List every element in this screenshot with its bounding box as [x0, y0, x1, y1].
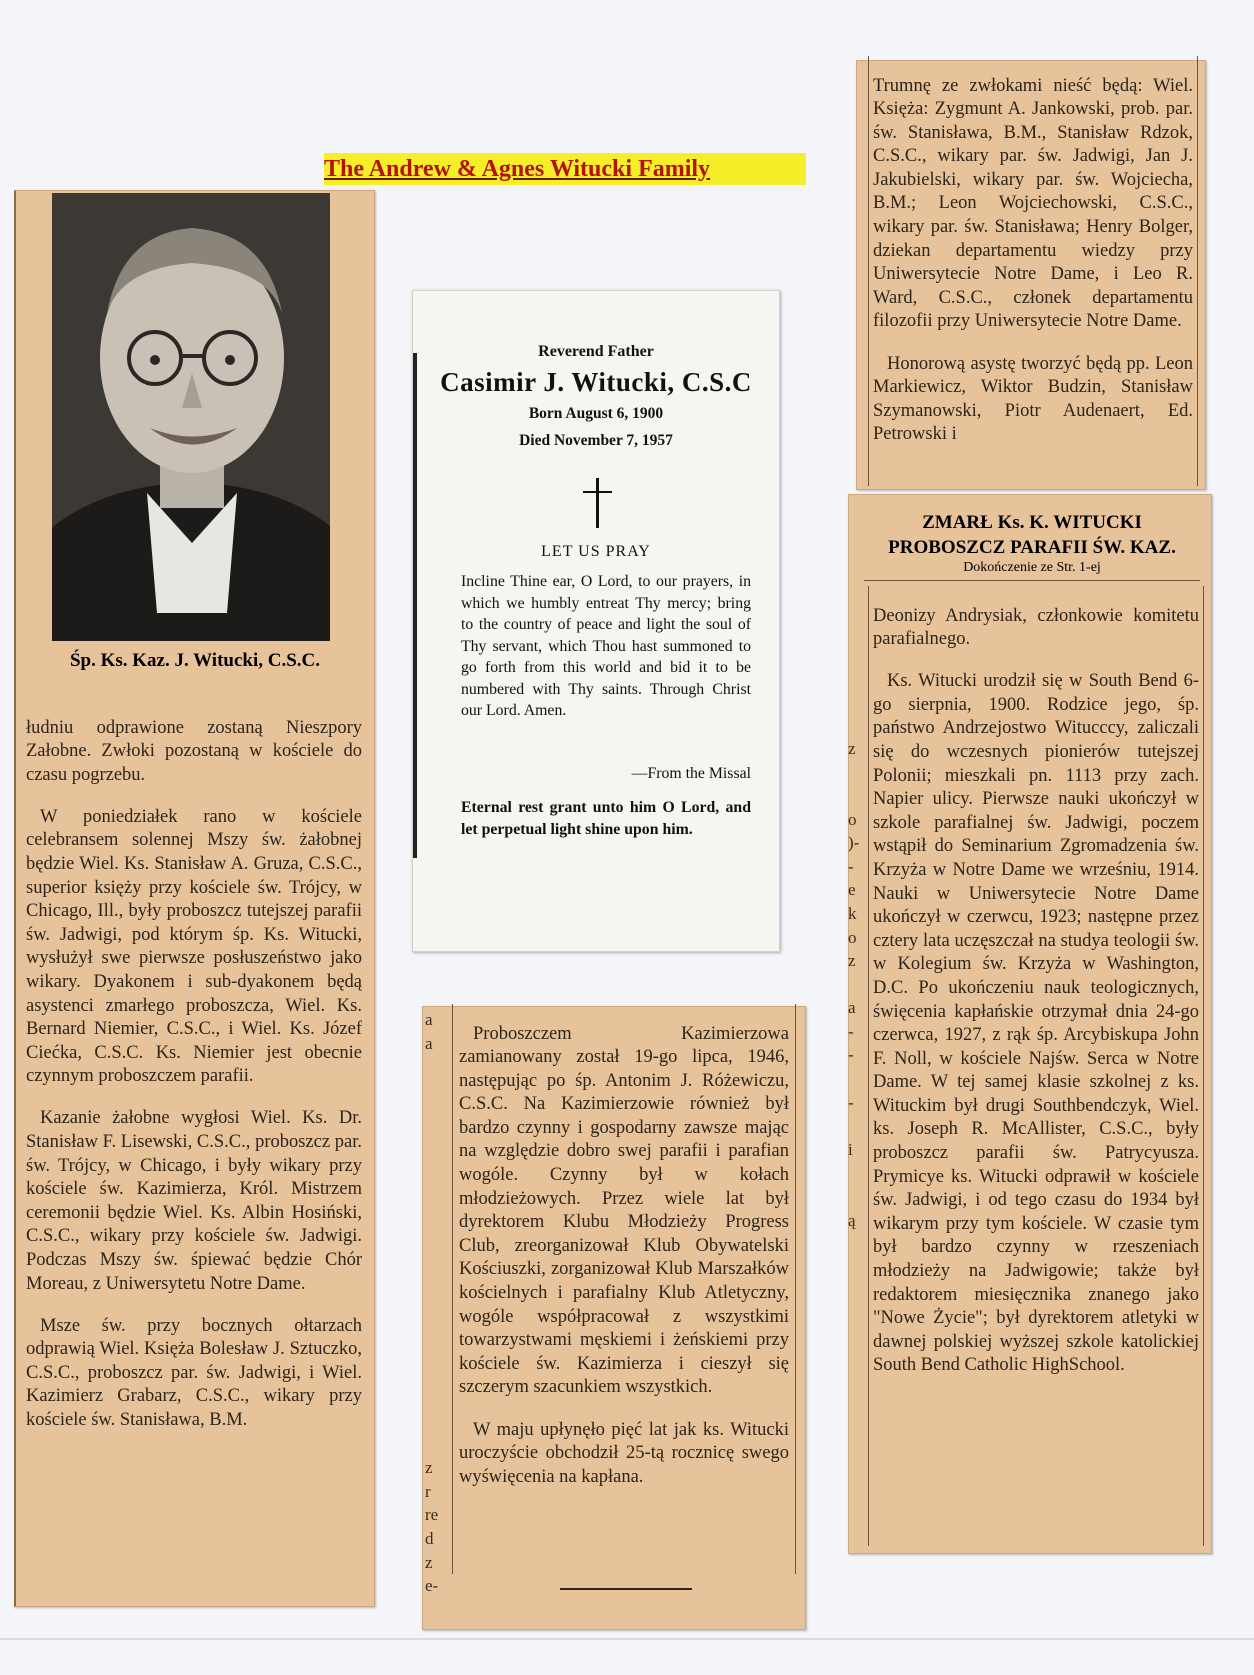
prayer-source: —From the Missal — [631, 765, 751, 782]
middle-paragraph-1: Proboszczem Kazimierzowa zamianowany został 19-go lipca, 1946, następując po śp. Antonim J. Różewiczu, C.S.C. Na Kazimierzowie również był bardzo czynny i gospodarny zawsze mając na względzie dobro swej parafii i parafian wogóle. Czynny był w kołach młodzieżowych. Przez wiele lat był dyrektorem Klubu Młodzieży Progress Club, zreorganizował Klub Obywatelski Kościuszki, zorganizował Klub Marszałków kościelnych i parafialny Klub Atletyczny, wogóle współpracował z wszystkimi towarzystwami męskiemi i żeńskiemi przy kościele św. Kazimierza i cieszył się szczerym szacunkiem wszystkich. — [459, 1023, 789, 1398]
left-column-text — [26, 698, 362, 1598]
memorial-title-line: Reverend Father — [538, 343, 654, 360]
cross-icon — [596, 478, 599, 528]
headline-rule — [864, 580, 1200, 581]
family-banner: The Andrew & Agnes Witucki Family — [324, 153, 806, 185]
middle-paragraph-2: W maju upłynęło pięć lat jak ks. Witucki uroczyście obchodził 25-tą rocznicę swego wyświęcenia na kapłana. — [459, 1419, 789, 1487]
right-top-paragraph-1: Trumnę ze zwłokami nieść będą: Wiel. Księża: Zygmunt A. Jankowski, prob. par. św. Stanisława, B.M., Stanisław Rdzok, C.S.C., wikary par. św. Jadwigi, Jan J. Jakubielski, wikary par. św. Wojciecha, B.M.; Leon Wojciechowski, C.S.C., wikary par. św. Stanisława; Henry Bolger, dziekan departamentu wiedzy przy Uniwersytecie Notre Dame, i Leo R. Ward, C.S.C., członek departamentu filozofii przy Uniwersytecie Notre Dame. — [873, 75, 1193, 332]
right-bottom-column-text — [868, 586, 1204, 1546]
priest-photo — [52, 193, 330, 641]
left-paragraph-4: Msze św. przy bocznych ołtarzach odprawią Wiel. Księża Bolesław J. Sztuczko, C.S.C., proboszcz par. św. Jadwigi, i Wiel. Kazimierz Grabarz, C.S.C., wikary przy kościele św. Stanisława, B.M. — [26, 1315, 362, 1431]
prayer-heading: LET US PRAY — [541, 543, 651, 560]
memorial-died: Died November 7, 1957 — [519, 432, 673, 449]
end-rule — [560, 1588, 692, 1590]
photo-caption: Śp. Ks. Kaz. J. Witucki, C.S.C. — [69, 650, 321, 671]
priest-portrait-image — [52, 193, 330, 641]
page-edge-line — [0, 1638, 1254, 1640]
middle-column-text — [452, 1004, 796, 1574]
left-paragraph-2: W poniedziałek rano w kościele celebransem solennej Mszy św. żałobnej będzie Wiel. Ks. Stanisław A. Gruza, C.S.C., superior księży przy kościele św. Trójcy, w Chicago, Ill., były proboszcz tutejszej parafii św. Jadwigi, pod którym śp. Ks. Witucki, wysłużył swe pierwsze posłuszeństwo jako wikary. Dyakonem i sub-dyakonem będą asystenci zmarłego proboszcza, Wiel. Ks. Bernard Niemier, C.S.C., i Wiel. Ks. Józef Ciećka, C.S.C. Ks. Niemier jest obecnie czynnym proboszczem parafii. — [26, 806, 362, 1087]
left-paragraph-3: Kazanie żałobne wygłosi Wiel. Ks. Dr. Stanisław F. Lisewski, C.S.C., proboszcz par. św. Trójcy, w Chicago, i były wikary przy kościele św. Kazimierza, Król. Mistrzem ceremonii będzie Wiel. Ks. Albin Hosiński, C.S.C., wikary przy kościele św. Jadwigi. Podczas Mszy św. śpiewać będzie Chór Moreau, z Uniwersytetu Notre Dame. — [26, 1108, 362, 1294]
cross-icon-bar — [583, 491, 612, 493]
right-top-paragraph-2: Honorową asystę tworzyć będą pp. Leon Markiewicz, Wiktor Budzin, Stanisław Szymanowski, Piotr Audenaert, Ed. Petrowski i — [873, 353, 1193, 445]
middle-gutter-letters: a a z r re d z e- — [425, 1010, 439, 1596]
article-continuation-note: Dokończenie ze Str. 1-ej — [963, 560, 1101, 575]
article-headline: ZMARŁ Ks. K. WITUCKI PROBOSZCZ PARAFII ŚW. KAZ. — [888, 512, 1176, 558]
memorial-name: Casimir J. Witucki, C.S.C — [440, 367, 752, 397]
right-top-column-text — [868, 56, 1198, 486]
memorial-card — [412, 290, 780, 952]
memorial-born: Born August 6, 1900 — [528, 405, 664, 422]
prayer-text: Incline Thine ear, O Lord, to our prayers, in which we humbly entreat Thy mercy; bring to the country of peace and light the soul of Thy servant, which Thou hast summoned to go forth from this world and bid it to be numbered with Thy saints. Through Christ our Lord. Amen. — [461, 573, 751, 719]
right-bottom-paragraph-1: Deonizy Andrysiak, członkowie komitetu parafialnego. — [873, 605, 1199, 650]
right-bottom-paragraph-2: Ks. Witucki urodził się w South Bend 6-go sierpnia, 1900. Rodzice jego, śp. państwo Andrzejostwo Witucccy, zaliczali się do wczesnych pionierów tutejszej Polonii; mieszkali pn. 1113 przy zach. Napier ulicy. Pierwsze nauki ukończył w szkole parafialnej św. Jadwigi, poczem wstąpił do Seminarium Zgromadzenia św. Krzyża w Notre Dame we wrześniu, 1914. Nauki w Uniwersytecie Notre Dame ukończył w czerwcu, 1923; następne przez cztery lata uczęszczał na studya teologii św. w Kolegium św. Krzyża w Washington, D.C. Po ukończeniu nauk teologicznych, święcenia kapłańskie otrzymał dnia 24-go czerwca, 1927, z rąk śp. Arcybiskupa John F. Noll, w kościele Najśw. Serca w Notre Dame. W tej samej klasie szkolnej z ks. Wituckim był drugi Southbendczyk, Wiel. ks. Joseph R. McAllister, C.S.C., były proboszcz parafii św. Patrycyusza. Prymicye ks. Witucki odprawił w kościele św. Jadwigi, i od tego czasu do 1934 był wikarym przy tym kościele. W czasie tym był bardzo czynny w rzeszeniach młodzieży na Jadwigowie; także był redaktorem miesięcznika znanego jako "Nowe Życie"; był dyrektorem atletyki w dawnej polskiej wyższej szkole katolickiej South Bend Catholic HighSchool. — [873, 671, 1199, 1376]
right-bottom-gutter-letters: z o )- - e k o z a - - - i ą — [848, 738, 860, 1230]
left-paragraph-1: łudniu odprawione zostaną Nieszpory Załobne. Zwłoki pozostaną w kościele do czasu pogrzebu. — [26, 717, 362, 785]
closing-prayer: Eternal rest grant unto him O Lord, and let perpetual light shine upon him. — [461, 799, 751, 838]
card-edge-line — [413, 353, 417, 858]
